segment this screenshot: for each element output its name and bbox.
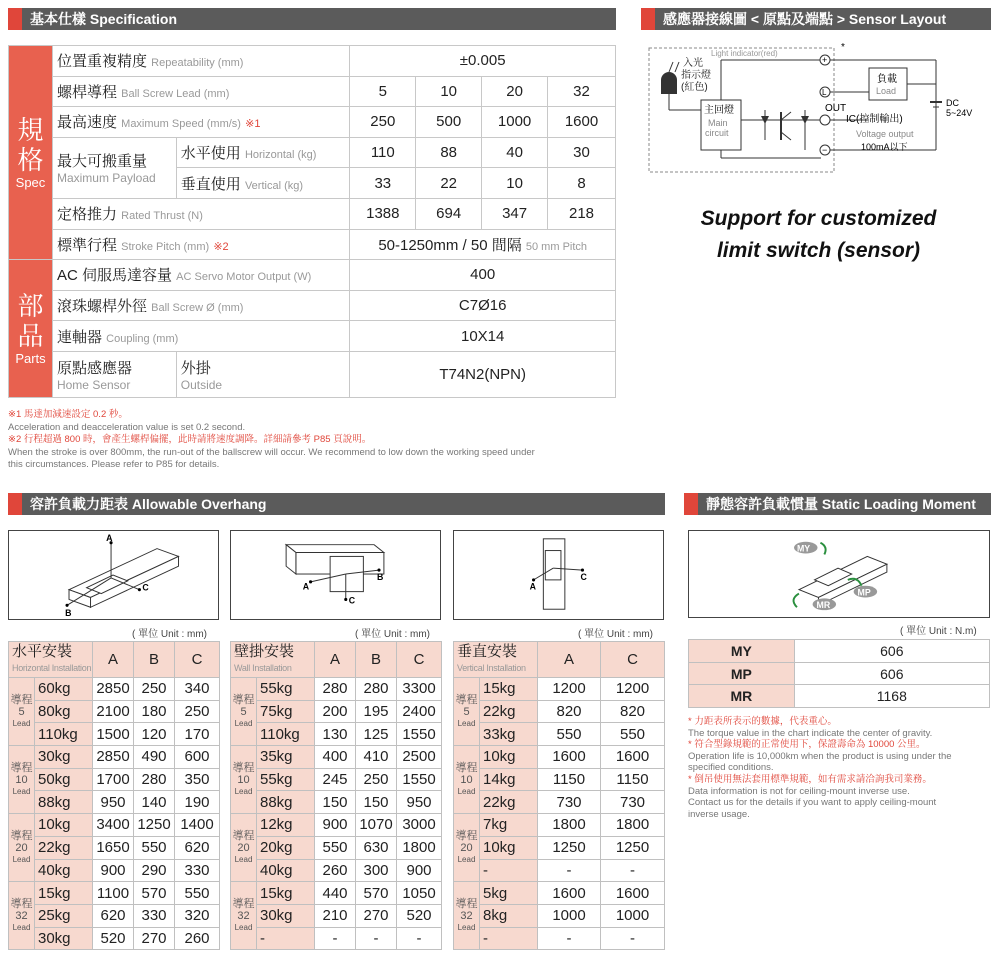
svg-text:Load: Load xyxy=(876,86,897,96)
moment-table: MY 606 MP 606 MR 1168 xyxy=(688,639,990,708)
svg-text:L: L xyxy=(822,88,827,97)
vertical-unit: ( 單位 Unit : mm) xyxy=(578,629,653,640)
column-header: B xyxy=(356,642,397,678)
svg-text:MY: MY xyxy=(796,543,811,554)
svg-text:負載: 負載 xyxy=(877,74,897,85)
svg-text:B: B xyxy=(377,571,384,582)
table-row: 導程 10 Lead 10kg 1600 1600 xyxy=(454,746,665,769)
led-icon xyxy=(661,72,677,94)
svg-text:IC(控制輸出): IC(控制輸出) xyxy=(846,114,903,125)
svg-text:C: C xyxy=(580,571,587,582)
table-row: 30kg 210 270 520 xyxy=(231,904,442,927)
column-header: A xyxy=(538,642,601,678)
table-row: 22kg 1650 550 620 xyxy=(9,836,220,859)
mr-rotation-icon xyxy=(794,594,799,608)
svg-text:Main: Main xyxy=(708,118,728,128)
svg-text:MP: MP xyxy=(857,587,871,598)
spec-notes: ※1 馬達加減速設定 0.2 秒。 Acceleration and deacceleration value is set 0.2 second. ※2 行程超過 800 時，會產生螺桿偏擺，此時請將速度調降。詳細請參考 P85 頁說明。 When the stroke is over 800mm, the run-out of the ballscrew will occur. We recommend to low down the working speed under this circumstances. Please refer to P85 for details. xyxy=(8,409,535,470)
svg-text:(紅色): (紅色) xyxy=(681,82,708,93)
vertical-diagram xyxy=(453,530,664,620)
lead-cell: 導程 5 Lead xyxy=(231,678,257,746)
wall-unit: ( 單位 Unit : mm) xyxy=(355,629,430,640)
moment-unit: ( 單位 Unit : N.m) xyxy=(900,626,977,637)
my-rotation-icon xyxy=(820,543,825,555)
table-row: 40kg 900 290 330 xyxy=(9,859,220,882)
svg-text:指示燈: 指示燈 xyxy=(681,70,711,81)
svg-text:Voltage output: Voltage output xyxy=(856,129,914,139)
row-payload: 最大可搬重量 Maximum Payload xyxy=(52,137,176,198)
column-header: C xyxy=(397,642,442,678)
svg-text:Light indicator(red): Light indicator(red) xyxy=(711,49,778,58)
table-row: 導程 32 Lead 15kg 1100 570 550 xyxy=(9,882,220,905)
svg-text:C: C xyxy=(348,595,356,606)
table-row: - - - - xyxy=(231,927,442,950)
vertical-overhang-table: 垂直安裝 Vertical Installation A C 導程 5 Lead 15kg 1200 1200 22kg 820 820 33kg 550 550 導程 10 Lead 10kg 1600 1600 14kg 1150 1150 22kg 730 730 導程 20 Lead 7kg 1800 1800 10kg 1250 1250 - - - 導程 32 Lead 5kg 1600 1600 8kg 1000 1000 - - - xyxy=(453,641,665,950)
table-row: 22kg 730 730 xyxy=(454,791,665,814)
lead-cell: 導程 10 Lead xyxy=(231,746,257,814)
lead-cell: 導程 5 Lead xyxy=(454,678,480,746)
moment-notes: * 力距表所表示的數據，代表重心。 The torque value in the chart indicate the center of gravity. * 符合型錄規範的正常使用下，保證壽命為 10000 公里。 Operation life is 10,000km when the product is using under the specified conditions. * 倒吊使用無法套用標準規範，如有需求請洽詢我司業務。 Data information is not for ceiling-mount inverse use. Contact us for the details if you want to apply ceiling-mount inverse usage. xyxy=(688,716,952,820)
row-stroke: 標準行程 Stroke Pitch (mm) ※2 xyxy=(52,229,349,260)
table-row: 88kg 150 150 950 xyxy=(231,791,442,814)
lead-cell: 導程 5 Lead xyxy=(9,678,35,746)
row-sensor: 原點感應器 Home Sensor xyxy=(52,351,176,397)
column-header: B xyxy=(134,642,175,678)
table-row: 導程 20 Lead 7kg 1800 1800 xyxy=(454,814,665,837)
lead-cell: 導程 20 Lead xyxy=(454,814,480,882)
wall-diagram xyxy=(230,530,441,620)
horizontal-unit: ( 單位 Unit : mm) xyxy=(132,629,207,640)
svg-text:A: A xyxy=(529,581,537,592)
table-row: 80kg 2100 180 250 xyxy=(9,700,220,723)
lead-cell: 導程 10 Lead xyxy=(9,746,35,814)
horizontal-overhang-table: 水平安裝 Horizontal Installation A B C 導程 5 Lead 60kg 2850 250 340 80kg 2100 180 250 110kg 1500 120 170 導程 10 Lead 30kg 2850 490 600 50kg 1700 280 350 88kg 950 140 190 導程 20 Lead 10kg 3400 1250 1400 22kg 1650 550 620 40kg 900 290 330 導程 32 Lead 15kg 1100 570 550 25kg 620 330 320 30kg 520 270 260 xyxy=(8,641,220,950)
column-header: C xyxy=(601,642,665,678)
spec-header: 基本仕樣 Specification xyxy=(8,8,616,30)
svg-text:A: A xyxy=(302,581,310,592)
table-row: 14kg 1150 1150 xyxy=(454,768,665,791)
row-screw: 滾珠螺桿外徑 Ball Screw Ø (mm) xyxy=(52,290,349,321)
lead-cell: 導程 32 Lead xyxy=(231,882,257,950)
svg-text:+: + xyxy=(822,55,828,65)
lead-cell: 導程 10 Lead xyxy=(454,746,480,814)
table-row: 8kg 1000 1000 xyxy=(454,904,665,927)
table-row: 88kg 950 140 190 xyxy=(9,791,220,814)
row-speed: 最高速度 Maximum Speed (mm/s) ※1 xyxy=(52,107,349,138)
table-row: 導程 5 Lead 55kg 280 280 3300 xyxy=(231,678,442,701)
table-row: 30kg 520 270 260 xyxy=(9,927,220,950)
table-row: 22kg 820 820 xyxy=(454,700,665,723)
row-thrust: 定格推力 Rated Thrust (N) xyxy=(52,198,349,229)
table-row: 75kg 200 195 2400 xyxy=(231,700,442,723)
table-row: 10kg 1250 1250 xyxy=(454,836,665,859)
svg-text:5~24V: 5~24V xyxy=(946,108,973,118)
moment-header: 靜態容許負載慣量 Static Loading Moment xyxy=(684,493,991,515)
row-lead: 螺桿導程 Ball Screw Lead (mm) xyxy=(52,76,349,107)
spec-table: 規格 Spec 位置重複精度 Repeatability (mm) ±0.005 螺桿導程 Ball Screw Lead (mm) 5 10 20 32 最高速度 Maximum Speed (mm/s) ※1 250 500 1000 1600 最大可搬重量 Maximum Payload 水平使用 Horizontal (kg) 110 88 40 30 垂直使用 Vertical (kg) 33 22 10 8 定格推力 Rated Thrust (N) 1388 694 347 218 標準行程 Stroke Pitch (mm) ※2 50-1250mm / 50 間隔 50 mm Pitch 部品 Parts AC 伺服馬達容量 AC Servo Motor Output (W) 400 滾珠螺桿外徑 Ball Screw Ø (mm) C7Ø16 連軸器 Coupling (mm) 10X14 原點感應器 Home Sensor 外掛 Outside T74N2(NPN) xyxy=(8,45,616,398)
table-row: 55kg 245 250 1550 xyxy=(231,768,442,791)
horizontal-diagram xyxy=(8,530,219,620)
column-header: A xyxy=(315,642,356,678)
sensor-header: 感應器接線圖 < 原點及端點 > Sensor Layout xyxy=(641,8,991,30)
wall-overhang-table: 壁掛安裝 Wall Installation A B C 導程 5 Lead 55kg 280 280 3300 75kg 200 195 2400 110kg 130 125 1550 導程 10 Lead 35kg 400 410 2500 55kg 245 250 1550 88kg 150 150 950 導程 20 Lead 12kg 900 1070 3000 20kg 550 630 1800 40kg 260 300 900 導程 32 Lead 15kg 440 570 1050 30kg 210 270 520 - - - - xyxy=(230,641,442,950)
table-row: 導程 10 Lead 35kg 400 410 2500 xyxy=(231,746,442,769)
svg-text:DC: DC xyxy=(946,98,959,108)
repeatability-value: ±0.005 xyxy=(350,46,616,77)
svg-text:入光: 入光 xyxy=(683,58,703,69)
support-note: Support for customized limit switch (sensor) xyxy=(700,207,937,262)
svg-text:C: C xyxy=(142,582,149,593)
lead-cell: 導程 20 Lead xyxy=(231,814,257,882)
table-row: 導程 10 Lead 30kg 2850 490 600 xyxy=(9,746,220,769)
table-row: 導程 5 Lead 60kg 2850 250 340 xyxy=(9,678,220,701)
table-row: - - - xyxy=(454,859,665,882)
lead-cell: 導程 32 Lead xyxy=(9,882,35,950)
row-motor: AC 伺服馬達容量 AC Servo Motor Output (W) xyxy=(52,260,349,291)
table-row: 25kg 620 330 320 xyxy=(9,904,220,927)
table-row: 導程 20 Lead 10kg 3400 1250 1400 xyxy=(9,814,220,837)
svg-text:MR: MR xyxy=(816,600,831,611)
table-row: 110kg 130 125 1550 xyxy=(231,723,442,746)
parts-category: 部品 Parts xyxy=(9,260,53,398)
sensor-wiring-diagram xyxy=(641,40,996,180)
svg-text:*: * xyxy=(841,42,845,53)
column-header: C xyxy=(175,642,220,678)
svg-text:A: A xyxy=(106,532,113,543)
table-row: 導程 32 Lead 5kg 1600 1600 xyxy=(454,882,665,905)
table-row: 導程 32 Lead 15kg 440 570 1050 xyxy=(231,882,442,905)
svg-text:OUT: OUT xyxy=(825,103,847,114)
moment-diagram xyxy=(688,530,990,618)
table-row: 40kg 260 300 900 xyxy=(231,859,442,882)
table-row: 50kg 1700 280 350 xyxy=(9,768,220,791)
svg-text:主回燈: 主回燈 xyxy=(704,105,734,116)
svg-text:B: B xyxy=(65,608,72,619)
light-arrow-icon xyxy=(669,62,673,72)
svg-text:−: − xyxy=(822,145,828,155)
lead-cell: 導程 32 Lead xyxy=(454,882,480,950)
column-header: A xyxy=(93,642,134,678)
table-row: 20kg 550 630 1800 xyxy=(231,836,442,859)
row-repeatability: 位置重複精度 Repeatability (mm) xyxy=(52,46,349,77)
table-row: 33kg 550 550 xyxy=(454,723,665,746)
table-row: - - - xyxy=(454,927,665,950)
table-row: 導程 5 Lead 15kg 1200 1200 xyxy=(454,678,665,701)
table-row: 導程 20 Lead 12kg 900 1070 3000 xyxy=(231,814,442,837)
svg-text:circuit: circuit xyxy=(705,128,729,138)
lead-cell: 導程 20 Lead xyxy=(9,814,35,882)
spec-category: 規格 Spec xyxy=(9,46,53,260)
overhang-header: 容許負載力距表 Allowable Overhang xyxy=(8,493,665,515)
svg-text:100mA以下: 100mA以下 xyxy=(861,142,908,152)
table-row: 110kg 1500 120 170 xyxy=(9,723,220,746)
row-coupling: 連軸器 Coupling (mm) xyxy=(52,321,349,352)
